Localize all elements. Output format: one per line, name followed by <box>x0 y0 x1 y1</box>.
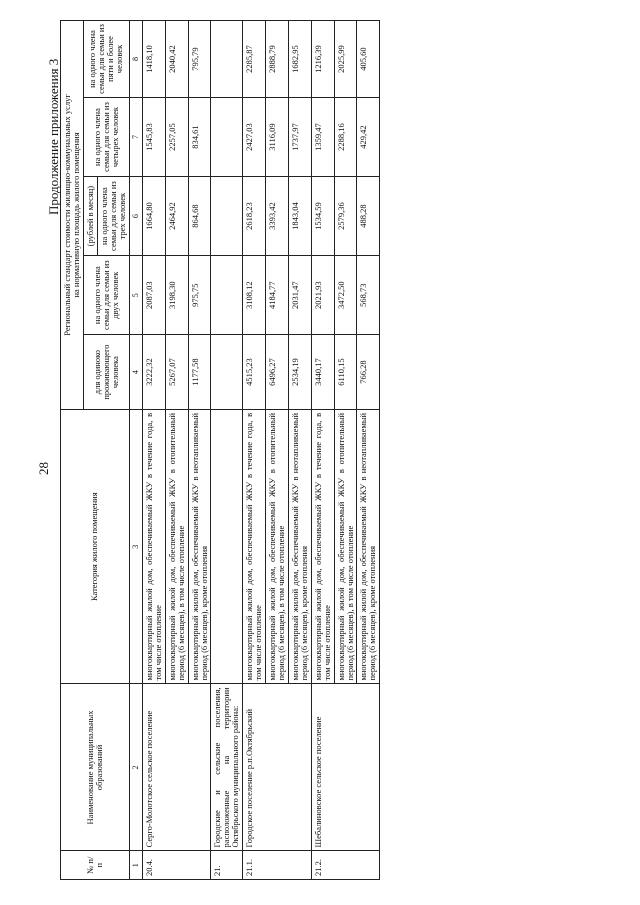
header-col4: для одиноко проживающего человека <box>83 335 129 410</box>
table-row <box>288 21 311 880</box>
row-value <box>211 335 243 410</box>
row-value: 6496,27 <box>266 335 289 410</box>
row-value: 3198,30 <box>165 256 188 335</box>
row-num <box>266 851 289 880</box>
row-value: 4184,77 <box>266 256 289 335</box>
row-value: 6110,15 <box>334 335 357 410</box>
row-num: 20.4. <box>142 851 165 880</box>
row-num <box>288 851 311 880</box>
row-category: многоквартирный жилой дом, обеспечиваемый ЖКУ в отопительный период (6 месяцев), в том числе отопление <box>266 409 289 684</box>
row-municipality <box>266 684 289 851</box>
row-value: 1843,04 <box>288 177 311 256</box>
header-standard-line2: на нормативную площадь жилого помещения <box>70 132 81 298</box>
row-value: 1359,47 <box>311 97 334 176</box>
header-standard-line1: Региональный стандарт стоимости жилищно-коммунальных услуг <box>62 94 72 336</box>
row-municipality <box>288 684 311 851</box>
column-number: 2 <box>129 684 142 851</box>
column-number-row <box>129 21 142 880</box>
row-value: 405,60 <box>357 21 380 98</box>
row-category: многоквартирный жилой дом, обеспечиваемый ЖКУ в неотапливаемый период (6 месяцев), кроме отопления <box>288 409 311 684</box>
row-municipality <box>188 684 211 851</box>
row-value: 1545,83 <box>142 97 165 176</box>
column-number: 1 <box>129 851 142 880</box>
row-value: 2888,79 <box>266 21 289 98</box>
row-value: 2257,05 <box>165 97 188 176</box>
row-value: 2288,16 <box>334 97 357 176</box>
row-municipality <box>165 684 188 851</box>
header-col8: на одного члена семьи для семьи из пяти и более человек <box>83 21 129 98</box>
row-value: 2040,42 <box>165 21 188 98</box>
table-row <box>334 21 357 880</box>
row-value: 1664,80 <box>142 177 165 256</box>
row-value: 864,68 <box>188 177 211 256</box>
table-row <box>142 21 165 880</box>
row-category: многоквартирный жилой дом, обеспечиваемый ЖКУ в отопительный период (6 месяцев), в том числе отопление <box>165 409 188 684</box>
row-municipality: Шебалиновское сельское поселение <box>311 684 334 851</box>
header-col7: на одного члена семьи для семьи из четырех человек <box>83 97 129 176</box>
row-value: 5267,07 <box>165 335 188 410</box>
row-value: 3472,50 <box>334 256 357 335</box>
table-row <box>266 21 289 880</box>
header-num: № п/п <box>61 851 130 880</box>
header-standard <box>61 21 84 410</box>
row-category: многоквартирный жилой дом, обеспечиваемый ЖКУ в течение года, в том числе отопление <box>142 409 165 684</box>
table-row <box>311 21 334 880</box>
row-num: 21. <box>211 851 243 880</box>
row-category <box>211 409 243 684</box>
row-value: 2618,23 <box>243 177 266 256</box>
row-category: многоквартирный жилой дом, обеспечиваемый ЖКУ в неотапливаемый период (6 месяцев), кроме отопления <box>357 409 380 684</box>
row-value: 429,42 <box>357 97 380 176</box>
row-value: 1418,10 <box>142 21 165 98</box>
column-number: 8 <box>129 21 142 98</box>
column-number: 4 <box>129 335 142 410</box>
column-number: 6 <box>129 177 142 256</box>
row-num: 21.2. <box>311 851 334 880</box>
row-value: 1534,59 <box>311 177 334 256</box>
row-value: 1682,95 <box>288 21 311 98</box>
header-col5: на одного члена семьи для семьи из двух человек <box>83 256 129 335</box>
row-value <box>211 177 243 256</box>
row-value: 3108,12 <box>243 256 266 335</box>
housing-cost-table <box>60 20 380 880</box>
column-number: 7 <box>129 97 142 176</box>
row-category: многоквартирный жилой дом, обеспечиваемый ЖКУ в течение года, в том числе отопление <box>311 409 334 684</box>
row-value <box>211 21 243 98</box>
row-value: 3222,32 <box>142 335 165 410</box>
row-value: 795,79 <box>188 21 211 98</box>
row-value: 834,61 <box>188 97 211 176</box>
row-municipality <box>334 684 357 851</box>
row-value: 2427,03 <box>243 97 266 176</box>
row-num: 21.1. <box>243 851 266 880</box>
row-value: 2534,19 <box>288 335 311 410</box>
header-municipality: Наименование муниципальных образований <box>61 684 130 851</box>
row-value: 766,28 <box>357 335 380 410</box>
appendix-caption: Продолжение приложения 3 <box>46 58 61 215</box>
header-standard-line3: (рублей в месяц) <box>83 177 97 256</box>
row-value: 1737,97 <box>288 97 311 176</box>
column-number: 3 <box>129 409 142 684</box>
column-number: 5 <box>129 256 142 335</box>
row-num <box>334 851 357 880</box>
row-value: 2025,99 <box>334 21 357 98</box>
row-value: 568,73 <box>357 256 380 335</box>
row-municipality: Серго-Молотское сельское поселение <box>142 684 165 851</box>
row-value: 3116,09 <box>266 97 289 176</box>
row-category: многоквартирный жилой дом, обеспечиваемый ЖКУ в отопительный период (6 месяцев), в том числе отопление <box>334 409 357 684</box>
row-num <box>357 851 380 880</box>
row-value <box>211 97 243 176</box>
row-value: 3440,17 <box>311 335 334 410</box>
row-value: 1177,58 <box>188 335 211 410</box>
row-num <box>165 851 188 880</box>
row-category: многоквартирный жилой дом, обеспечиваемый ЖКУ в неотапливаемый период (6 месяцев), кроме отопления <box>188 409 211 684</box>
table-row <box>357 21 380 880</box>
row-municipality: Городское поселение р.п.Октябрьский <box>243 684 266 851</box>
page-number: 28 <box>36 462 51 475</box>
row-value: 975,75 <box>188 256 211 335</box>
row-value: 2464,92 <box>165 177 188 256</box>
row-value: 1216,39 <box>311 21 334 98</box>
table-row <box>188 21 211 880</box>
row-value <box>211 256 243 335</box>
row-num <box>188 851 211 880</box>
table-row <box>165 21 188 880</box>
row-value: 2031,47 <box>288 256 311 335</box>
row-value: 488,28 <box>357 177 380 256</box>
row-municipality <box>357 684 380 851</box>
row-category: многоквартирный жилой дом, обеспечиваемый ЖКУ в течение года, в том числе отопление <box>243 409 266 684</box>
row-value: 3393,42 <box>266 177 289 256</box>
row-municipality: Городские и сельские поселения, расположенные на территории Октябрьского муниципального района: <box>211 684 243 851</box>
header-col6: на одного члена семьи для семьи из трех человек <box>97 177 129 256</box>
row-value: 2579,36 <box>334 177 357 256</box>
row-value: 2021,93 <box>311 256 334 335</box>
header-category: Категория жилого помещения <box>61 409 130 684</box>
table-row <box>243 21 266 880</box>
row-value: 2285,87 <box>243 21 266 98</box>
row-value: 2087,03 <box>142 256 165 335</box>
row-value: 4515,23 <box>243 335 266 410</box>
table-row <box>211 21 243 880</box>
